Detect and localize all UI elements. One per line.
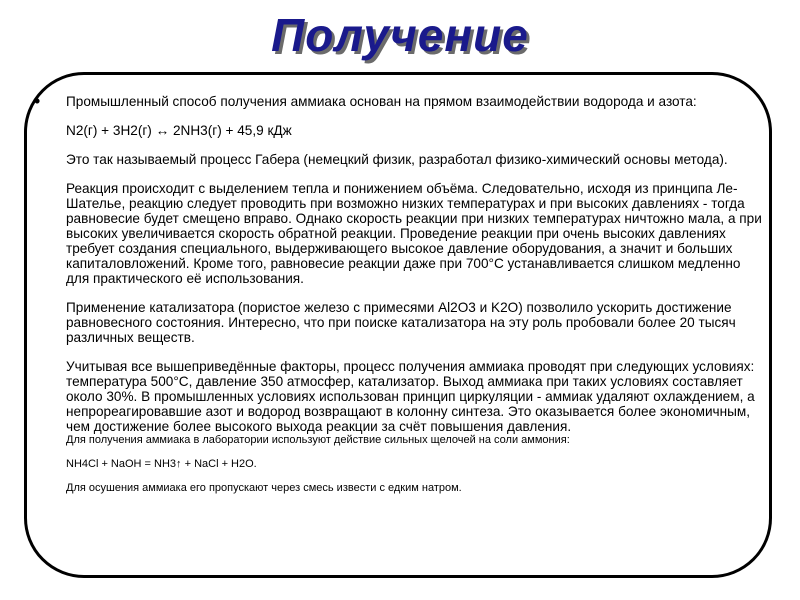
slide-body	[66, 94, 766, 495]
paragraph-intro: Промышленный способ получения аммиака основан на прямом взаимодействии водорода и азота:	[66, 94, 697, 109]
paragraph-le-chatelier: Реакция происходит с выделением тепла и понижением объёма. Следовательно, исходя из принципа Ле-Шателье, реакцию следует проводить при возможно низких температурах и при высоких давлениях - тогда равновесие будет смещено вправо. Однако скорость реакции при низких температурах ничтожно мала, а при высоких увеличивается скорость обратной реакции. Проведение реакции при очень высоких давлениях требует создания специального, выдерживающего высокое давление оборудования, а значит и больших капиталовложений. Кроме того, равновесие реакции даже при 700°C устанавливается слишком медленно для практического её использования.	[66, 181, 762, 286]
bullet-marker: •	[34, 91, 41, 111]
paragraph-drying: Для осушения аммиака его пропускают через смесь извести с едким натром.	[66, 482, 462, 494]
paragraph-lab-method: Для получения аммиака в лаборатории используют действие сильных щелочей на соли аммония:	[66, 434, 570, 446]
lab-reaction-equation: NH4Cl + NaOH = NH3↑ + NaCl + H2O.	[66, 458, 257, 470]
slide-title: Получение	[271, 9, 529, 61]
reaction-equation: N2(г) + 3H2(г) ↔ 2NH3(г) + 45,9 кДж	[66, 123, 292, 138]
paragraph-haber: Это так называемый процесс Габера (немецкий физик, разработал физико-химический основы метода).	[66, 152, 728, 167]
paragraph-catalyst: Применение катализатора (пористое железо с примесями Al2O3 и K2O) позволило ускорить достижение равновесного состояния. Интересно, что при поиске катализатора на эту роль пробовали более 20 тысяч различных веществ.	[66, 300, 736, 345]
paragraph-conditions: Учитывая все вышеприведённые факторы, процесс получения аммиака проводят при следующих условиях: температура 500°C, давление 350 атмосфер, катализатор. Выход аммиака при таких условиях составляет около 30%. В промышленных условиях использован принцип циркуляции - аммиак удаляют охлаждением, а непрореагировавшие азот и водород возвращают в колонну синтеза. Это оказывается более экономичным, чем достижение более высокого выхода реакции за счёт повышения давления.	[66, 359, 755, 434]
